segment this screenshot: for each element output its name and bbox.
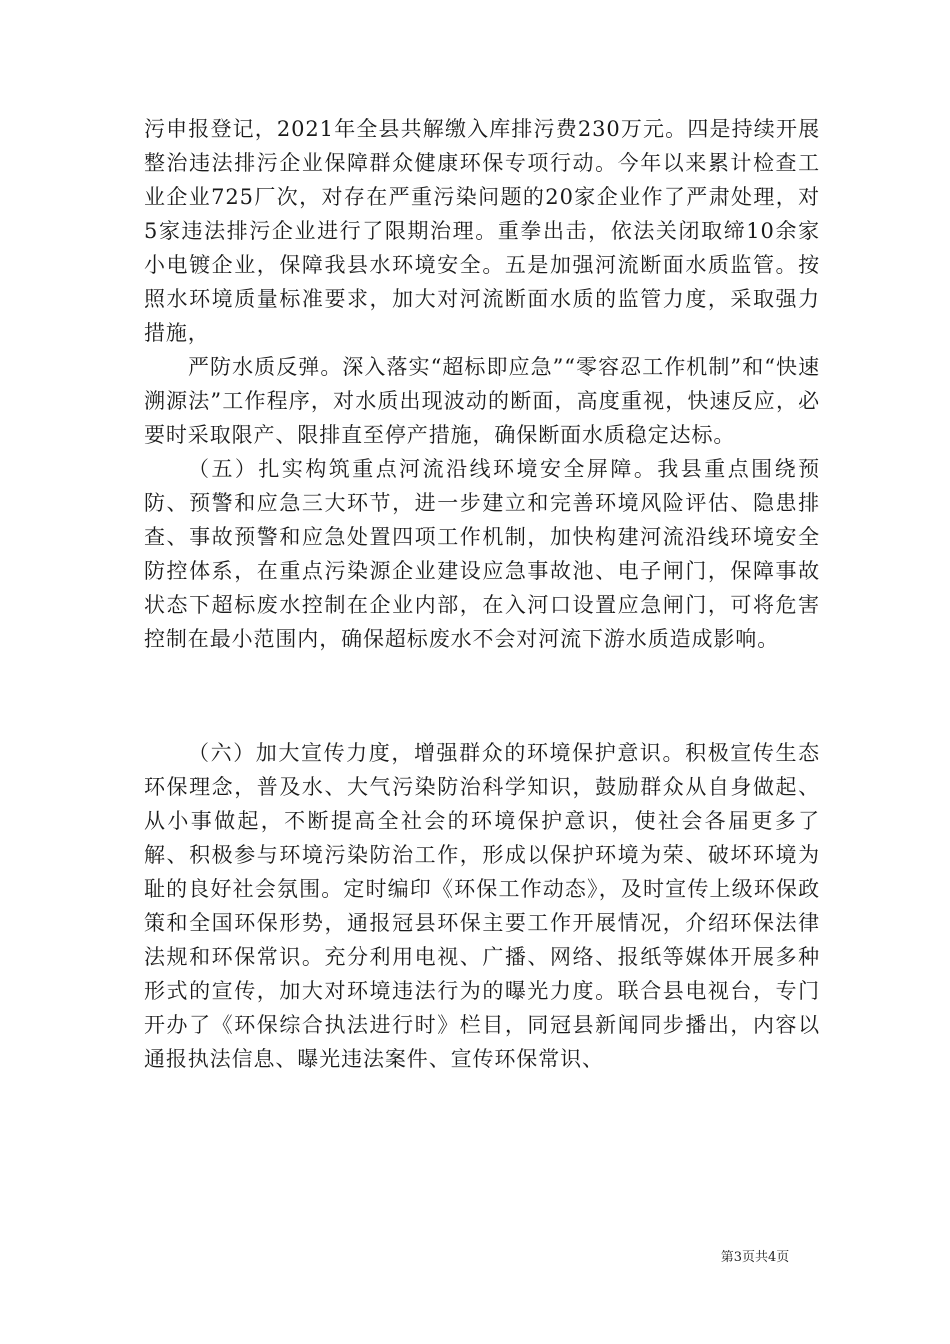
document-body <box>144 112 820 1076</box>
paragraph-water-quality: 严防水质反弹。深入落实“超标即应急”“零容忍工作机制”和“快速溯源法”工作程序，对水质出现波动的断面，高度重视，快速反应，必要时采取限产、限排直至停产措施，确保断面水质稳定达标。 <box>144 355 820 447</box>
page-number: 第3页共4页 <box>720 1250 790 1265</box>
paragraph-spacer <box>144 656 820 736</box>
paragraph-continuation: 污申报登记，2021年全县共解缴入库排污费230万元。四是持续开展整治违法排污企业保障群众健康环保专项行动。今年以来累计检查工业企业725厂次，对存在严重污染问题的20家企业作了严肃处理，对5家违法排污企业进行了限期治理。重拳出击，依法关闭取缔10余家小电镀企业，保障我县水环境安全。五是加强河流断面水质监管。按照水环境质量标准要求，加大对河流断面水质的监管力度，采取强力措施， <box>144 117 820 345</box>
paragraph-section-five: （五）扎实构筑重点河流沿线环境安全屏障。我县重点围绕预防、预警和应急三大环节，进一步建立和完善环境风险评估、隐患排查、事故预警和应急处置四项工作机制，加快构建河流沿线环境安全防控体系，在重点污染源企业建设应急事故池、电子闸门，保障事故状态下超标废水控制在企业内部，在入河口设置应急闸门，可将危害控制在最小范围内，确保超标废水不会对河流下游水质造成影响。 <box>144 457 820 651</box>
paragraph-section-six: （六）加大宣传力度，增强群众的环境保护意识。积极宣传生态环保理念，普及水、大气污染防治科学知识，鼓励群众从自身做起、从小事做起，不断提高全社会的环境保护意识，使社会各届更多了解、积极参与环境污染防治工作，形成以保护环境为荣、破坏环境为耻的良好社会氛围。定时编印《环保工作动态》，及时宣传上级环保政策和全国环保形势，通报冠县环保主要工作开展情况，介绍环保法律法规和环保常识。充分利用电视、广播、网络、报纸等媒体开展多种形式的宣传，加大对环境违法行为的曝光力度。联合县电视台，专门开办了《环保综合执法进行时》栏目，同冠县新闻同步播出，内容以通报执法信息、曝光违法案件、宣传环保常识、 <box>144 741 820 1071</box>
